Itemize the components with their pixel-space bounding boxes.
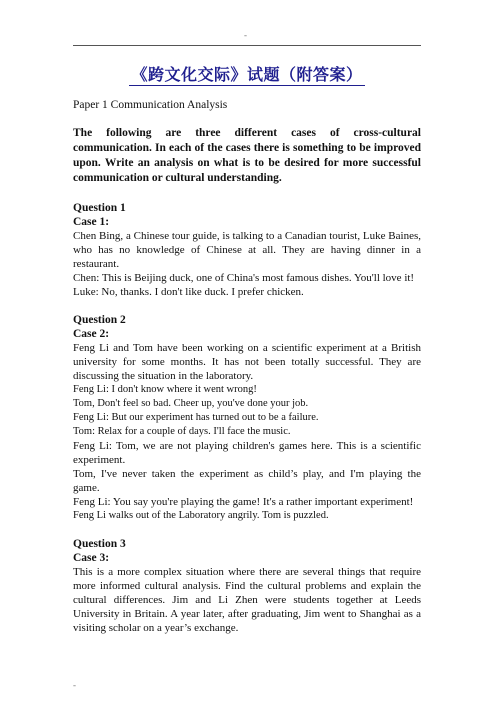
case-2-dialogue-line: Tom: Relax for a couple of days. I'll face the music.: [73, 426, 291, 437]
case-2-dialogue-line: Feng Li: Tom, we are not playing children's games here. This is a scientific experiment.: [73, 440, 421, 466]
header-rule: [73, 45, 421, 46]
header-mark: -: [244, 30, 247, 40]
case-3-title: Case 3:: [73, 552, 110, 564]
question-2: [73, 313, 421, 523]
question-2-title: Question 2: [73, 314, 126, 326]
document-body: [73, 62, 421, 649]
case-2-dialogue-line: Feng Li: But our experiment has turned out to be a failure.: [73, 412, 319, 423]
question-1: [73, 201, 421, 299]
case-1-dialogue-line: Chen: This is Beijing duck, one of China's most famous dishes. You'll love it!: [73, 272, 415, 284]
case-2-title: Case 2:: [73, 328, 110, 340]
case-2-paragraph: Feng Li and Tom have been working on a scientific experiment at a British university for some months. It has not been totally successful. They are discussing the situation in the laboratory.: [73, 342, 421, 382]
footer-mark: -: [73, 680, 76, 690]
case-2-dialogue-line: Feng Li: I don't know where it went wrong!: [73, 384, 257, 395]
document-title: [73, 62, 421, 85]
case-2-dialogue-line: Tom, Don't feel so bad. Cheer up, you've done your job.: [73, 398, 309, 409]
case-2-dialogue-line: Feng Li: You say you're playing the game! It's a rather important experiment!: [73, 496, 414, 508]
question-1-title: Question 1: [73, 202, 126, 214]
case-2-dialogue-line: Tom, I've never taken the experiment as child’s play, and I'm playing the game.: [73, 468, 421, 494]
case-2-narration: Feng Li walks out of the Laboratory angrily. Tom is puzzled.: [73, 510, 329, 521]
instructions: The following are three different cases of cross-cultural communication. In each of the cases there is something to be improved upon. Write an analysis on what is to be desired for more successful communication or cultural understanding.: [73, 127, 421, 184]
case-3-paragraph: This is a more complex situation where there are several things that require more informed cultural analysis. Find the cultural problems and explain the cultural differences. Jim and Li Zhen were students together at Leeds University in Britain. A year later, after graduating, Jim went to Shanghai as a visiting scholar on a year’s exchange.: [73, 566, 421, 634]
case-1-title: Case 1:: [73, 216, 110, 228]
question-3: [73, 537, 421, 635]
document-title-text: 《跨文化交际》试题（附答案）: [131, 65, 363, 84]
case-1-dialogue-line: Luke: No, thanks. I don't like duck. I prefer chicken.: [73, 286, 304, 298]
question-3-title: Question 3: [73, 538, 126, 550]
paper-heading: Paper 1 Communication Analysis: [73, 99, 228, 111]
case-1-paragraph: Chen Bing, a Chinese tour guide, is talking to a Canadian tourist, Luke Baines, who has no knowledge of Chinese at all. They are having dinner in a restaurant.: [73, 230, 421, 270]
